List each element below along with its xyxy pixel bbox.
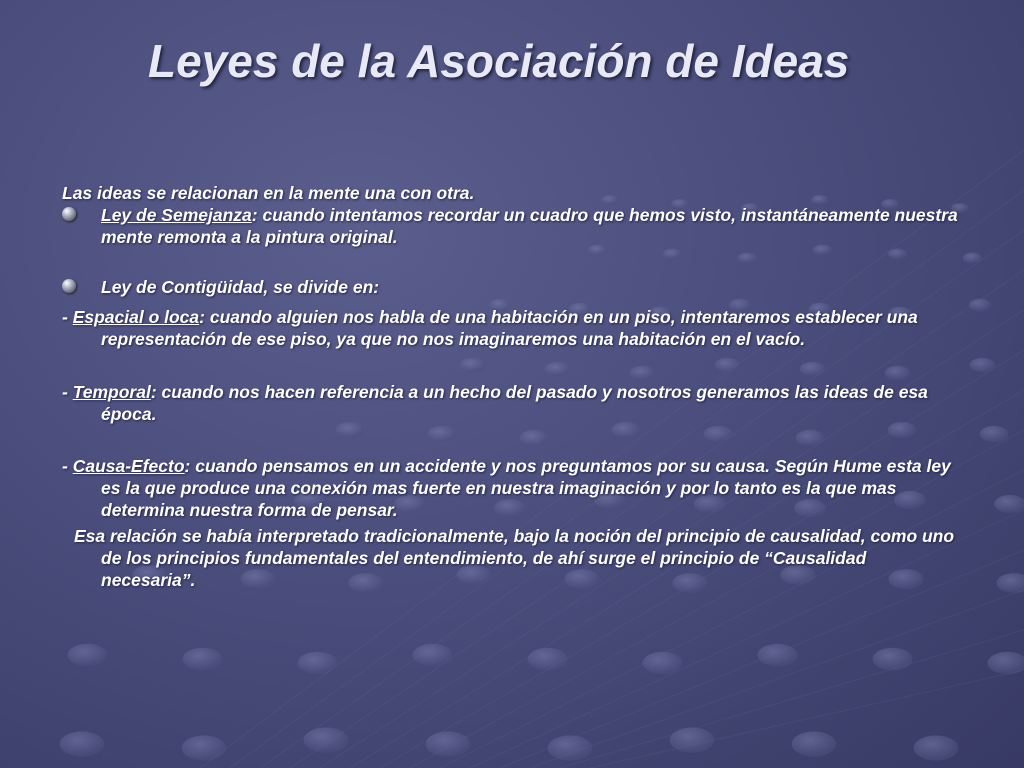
bullet-icon	[62, 207, 76, 221]
slide-title: Leyes de la Asociación de Ideas	[148, 35, 850, 87]
causa-efecto-term: Causa-Efecto	[72, 456, 185, 476]
temporal-term: Temporal	[72, 382, 151, 402]
ley-contiguidad-text: Ley de Contigüidad, se divide en:	[101, 277, 380, 297]
espacial-paragraph	[62, 306, 962, 350]
intro-text: Las ideas se relacionan en la mente una con otra.	[62, 183, 475, 203]
bullet-icon	[62, 279, 76, 293]
dash-prefix: -	[62, 382, 73, 402]
bullet-ley-contiguidad	[62, 276, 962, 298]
causa-efecto-text: : cuando pensamos en un accidente y nos preguntamos por su causa. Según Hume esta ley es la que produce una conexión mas fuerte en nuestra imaginación y por lo tanto es la que mas determina nuestra forma de pensar.	[101, 456, 951, 520]
temporal-text: : cuando nos hacen referencia a un hecho del pasado y nosotros generamos las ideas de esa época.	[101, 382, 928, 424]
relacion-paragraph: Esa relación se había interpretado tradicionalmente, bajo la noción del principio de causalidad, como uno de los principios fundamentales del entendimiento, de ahí surge el principio de “Causalidad necesaria”.	[74, 526, 955, 590]
ley-semejanza-term: Ley de Semejanza	[101, 205, 252, 225]
espacial-term: Espacial o loca	[72, 307, 200, 327]
dash-prefix: -	[62, 307, 73, 327]
slide-body	[62, 182, 962, 591]
dash-prefix: -	[62, 456, 73, 476]
bullet-ley-semejanza	[62, 204, 962, 248]
espacial-text: : cuando alguien nos habla de una habitación en un piso, intentaremos establecer una representación de ese piso, ya que no nos imaginaremos una habitación en el vacío.	[101, 307, 918, 349]
causa-efecto-paragraph	[62, 455, 962, 521]
temporal-paragraph	[62, 381, 962, 425]
ley-semejanza-text: : cuando intentamos recordar un cuadro que hemos visto, instantáneamente nuestra mente remonta a la pintura original.	[101, 205, 958, 247]
